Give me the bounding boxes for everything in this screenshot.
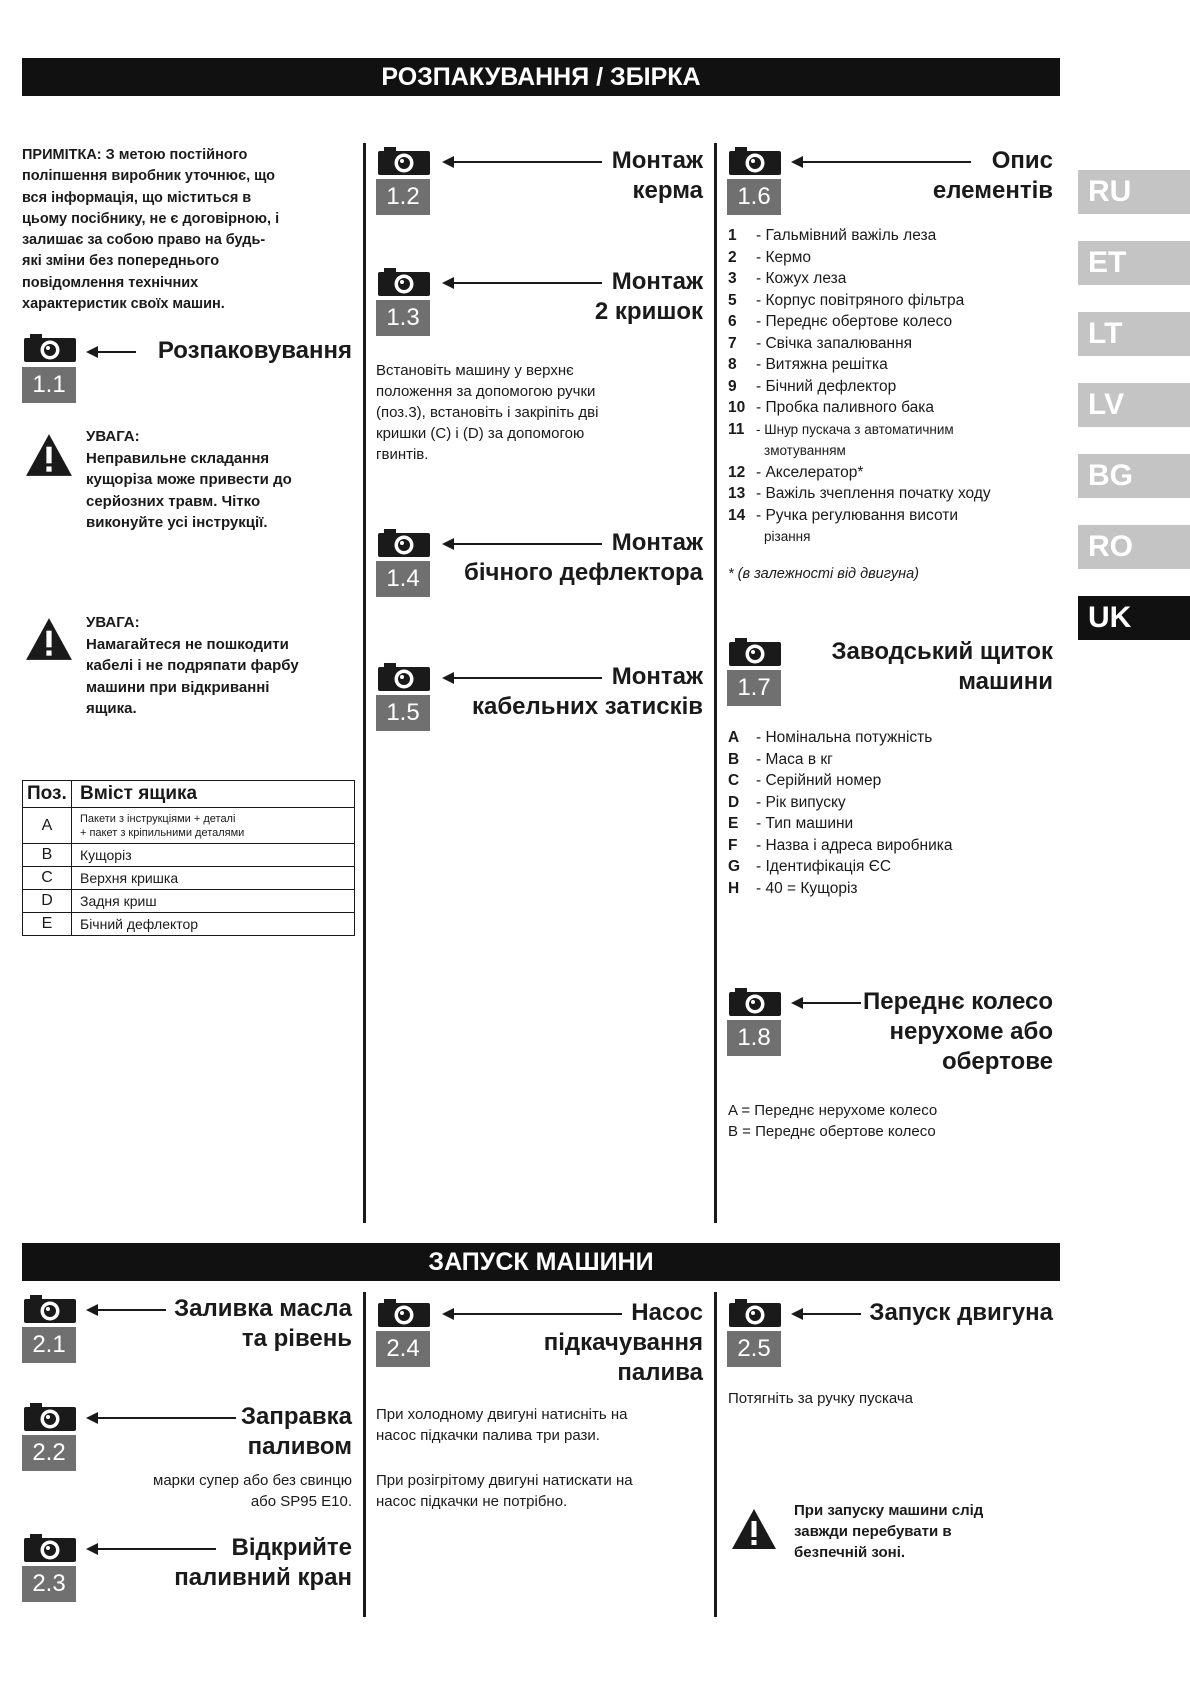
camera-icon	[727, 987, 783, 1017]
step-title-2-4: Насос підкачування палива	[543, 1299, 703, 1386]
box-contents-table	[22, 780, 355, 936]
step-number-2-5: 2.5	[727, 1331, 781, 1367]
warning-icon	[730, 1507, 778, 1556]
step-title-1-4: Монтаж бічного дефлектора	[464, 529, 703, 586]
step-title-1-5: Монтаж кабельних затисків	[471, 663, 703, 720]
lang-tab-bg[interactable]: BG	[1078, 454, 1190, 498]
step-title-2-1: Заливка масла та рівень	[174, 1295, 352, 1352]
table-cell-key: D	[23, 890, 72, 913]
list-item: 10 - Пробка паливного бака	[728, 399, 935, 416]
camera-icon	[376, 528, 432, 558]
step-title-1-7: Заводський щиток машини	[831, 638, 1053, 695]
lang-tab-lt[interactable]: LT	[1078, 312, 1190, 356]
warning-text-2: УВАГА: Намагайтеся не пошкодити кабелі і не подряпати фарбу машини при відкриванні ящика.	[86, 614, 299, 717]
list-item: 12 - Акселератор*	[728, 463, 864, 481]
camera-icon	[376, 662, 432, 692]
step-number-1-4: 1.4	[376, 561, 430, 597]
table-row	[23, 808, 355, 844]
list-item: 14 - Ручка регулювання висоти	[728, 506, 959, 524]
table-cell-key: C	[23, 867, 72, 890]
warning-icon	[24, 616, 74, 667]
list-item: 9 - Бічний дефлектор	[728, 377, 897, 395]
list-item: H - 40 = Кущоріз	[728, 879, 858, 897]
column-divider	[714, 143, 717, 1223]
camera-icon	[22, 1533, 78, 1563]
step-number-2-1: 2.1	[22, 1327, 76, 1363]
table-cell-value: Бічний дефлектор	[72, 913, 355, 936]
step-number-1-7: 1.7	[727, 670, 781, 706]
list-item: 1 - Гальмівний важіль леза	[728, 227, 937, 244]
lang-tab-ro[interactable]: RO	[1078, 525, 1190, 569]
table-cell-key: B	[23, 844, 72, 867]
list-item: 7 - Свічка запалювання	[728, 334, 913, 352]
table-row	[23, 844, 355, 867]
table-cell-key: A	[23, 808, 72, 844]
step-title-1-6: Опис елементів	[932, 147, 1053, 204]
footnote: * (в залежності від двигуна)	[728, 566, 920, 582]
list-item: 8 - Витяжна решітка	[728, 356, 888, 373]
step-title-2-5: Запуск двигуна	[869, 1299, 1053, 1326]
step-title-1-2: Монтаж керма	[611, 147, 703, 204]
warning-text-1: УВАГА: Неправильне складання кущоріза може привести до серйозних травм. Чітко виконуйте усі інструкції.	[86, 428, 292, 531]
primer-text-cold: При холодному двигуні натисніть на насос підкачки палива три рази.	[376, 1406, 628, 1444]
step-number-2-3: 2.3	[22, 1566, 76, 1602]
table-cell-value: Верхня кришка	[72, 867, 355, 890]
list-item: E - Тип машини	[728, 815, 854, 832]
step-number-1-6: 1.6	[727, 179, 781, 215]
step-title-1-3: Монтаж 2 кришок	[594, 268, 703, 325]
step-title-1-8: Переднє колесо нерухоме або обертове	[863, 988, 1053, 1075]
camera-icon	[727, 1298, 783, 1328]
lang-tab-ru[interactable]: RU	[1078, 170, 1190, 214]
table-header: Вміст ящика	[72, 781, 355, 808]
table-cell-value: Кущоріз	[72, 844, 355, 867]
step-title-2-2: Заправка паливом	[241, 1403, 352, 1460]
camera-icon	[376, 146, 432, 176]
list-item: C - Серійний номер	[728, 772, 882, 789]
camera-icon	[376, 267, 432, 297]
list-item: 13 - Важіль зчеплення початку ходу	[728, 485, 991, 502]
list-item: 3 - Кожух леза	[728, 270, 847, 287]
warning-icon	[24, 432, 74, 483]
list-item: A - Номінальна потужність	[728, 729, 933, 746]
table-row	[23, 890, 355, 913]
step-number-1-1: 1.1	[22, 367, 76, 403]
table-row	[23, 867, 355, 890]
table-header: Поз.	[23, 781, 72, 808]
primer-text-warm: При розігрітому двигуні натискати на насос підкачки не потрібно.	[376, 1472, 633, 1510]
camera-icon	[22, 333, 78, 363]
section-banner-start: ЗАПУСК МАШИНИ	[22, 1243, 1060, 1281]
table-row	[23, 913, 355, 936]
lang-tab-uk[interactable]: UK	[1078, 596, 1190, 640]
components-list	[728, 225, 1058, 548]
list-item: D - Рік випуску	[728, 793, 846, 811]
column-divider	[714, 1292, 717, 1617]
lang-tab-et[interactable]: ET	[1078, 241, 1190, 285]
camera-icon	[22, 1402, 78, 1432]
step-text-1-3: Встановіть машину у верхнє положення за допомогою ручки (поз.3), встановіть і закріпіть дві кришки (C) і (D) за допомогою гвинтів.	[376, 362, 599, 463]
step-number-1-5: 1.5	[376, 695, 430, 731]
step-number-1-8: 1.8	[727, 1020, 781, 1056]
wheel-options: A = Переднє нерухоме колесо B = Переднє обертове колесо	[728, 1102, 938, 1140]
step-number-1-2: 1.2	[376, 179, 430, 215]
step-title-2-3: Відкрийте паливний кран	[174, 1534, 352, 1591]
list-item: змотуванням	[764, 443, 846, 458]
camera-icon	[376, 1298, 432, 1328]
column-divider	[363, 1292, 366, 1617]
list-item: різання	[764, 529, 811, 544]
start-engine-text: Потягніть за ручку пускача	[728, 1390, 914, 1407]
section-banner-unpacking: РОЗПАКУВАННЯ / ЗБІРКА	[22, 58, 1060, 96]
fuel-type-text: марки супер або без свинцю або SP95 E10.	[153, 1472, 352, 1510]
list-item: B - Маса в кг	[728, 750, 833, 768]
list-item: 11 - Шнур пускача з автоматичним	[728, 420, 954, 438]
step-title-1-1: Розпаковування	[157, 337, 352, 364]
rating-plate-list	[728, 727, 1058, 899]
column-divider	[363, 143, 366, 1223]
step-number-1-3: 1.3	[376, 300, 430, 336]
safety-warning-text: При запуску машини слід завжди перебувати в безпечній зоні.	[794, 1502, 984, 1561]
lang-tab-lv[interactable]: LV	[1078, 383, 1190, 427]
table-cell-key: E	[23, 913, 72, 936]
list-item: F - Назва і адреса виробника	[728, 836, 953, 854]
arrow-left-icon	[86, 346, 136, 358]
table-cell-value: Задня криш	[72, 890, 355, 913]
list-item: 2 - Кермо	[728, 248, 812, 266]
list-item: 5 - Корпус повітряного фільтра	[728, 291, 965, 309]
step-number-2-4: 2.4	[376, 1331, 430, 1367]
camera-icon	[22, 1294, 78, 1324]
manufacturer-note: ПРИМІТКА: З метою постійного поліпшення виробник уточнює, що вся інформація, що міститься в цьому посібнику, не є договірною, і залишає за собою право на будь- які зміни без попереднього повідомлення технічних характеристик своїх машин.	[22, 147, 280, 313]
camera-icon	[727, 146, 783, 176]
camera-icon	[727, 637, 783, 667]
table-cell-value: Пакети з інструкціями + деталі + пакет з кріпильними деталями	[72, 808, 355, 844]
list-item: 6 - Переднє обертове колесо	[728, 313, 953, 330]
list-item: G - Ідентифікація ЄС	[728, 858, 892, 875]
step-number-2-2: 2.2	[22, 1435, 76, 1471]
table-header-row	[23, 781, 355, 808]
